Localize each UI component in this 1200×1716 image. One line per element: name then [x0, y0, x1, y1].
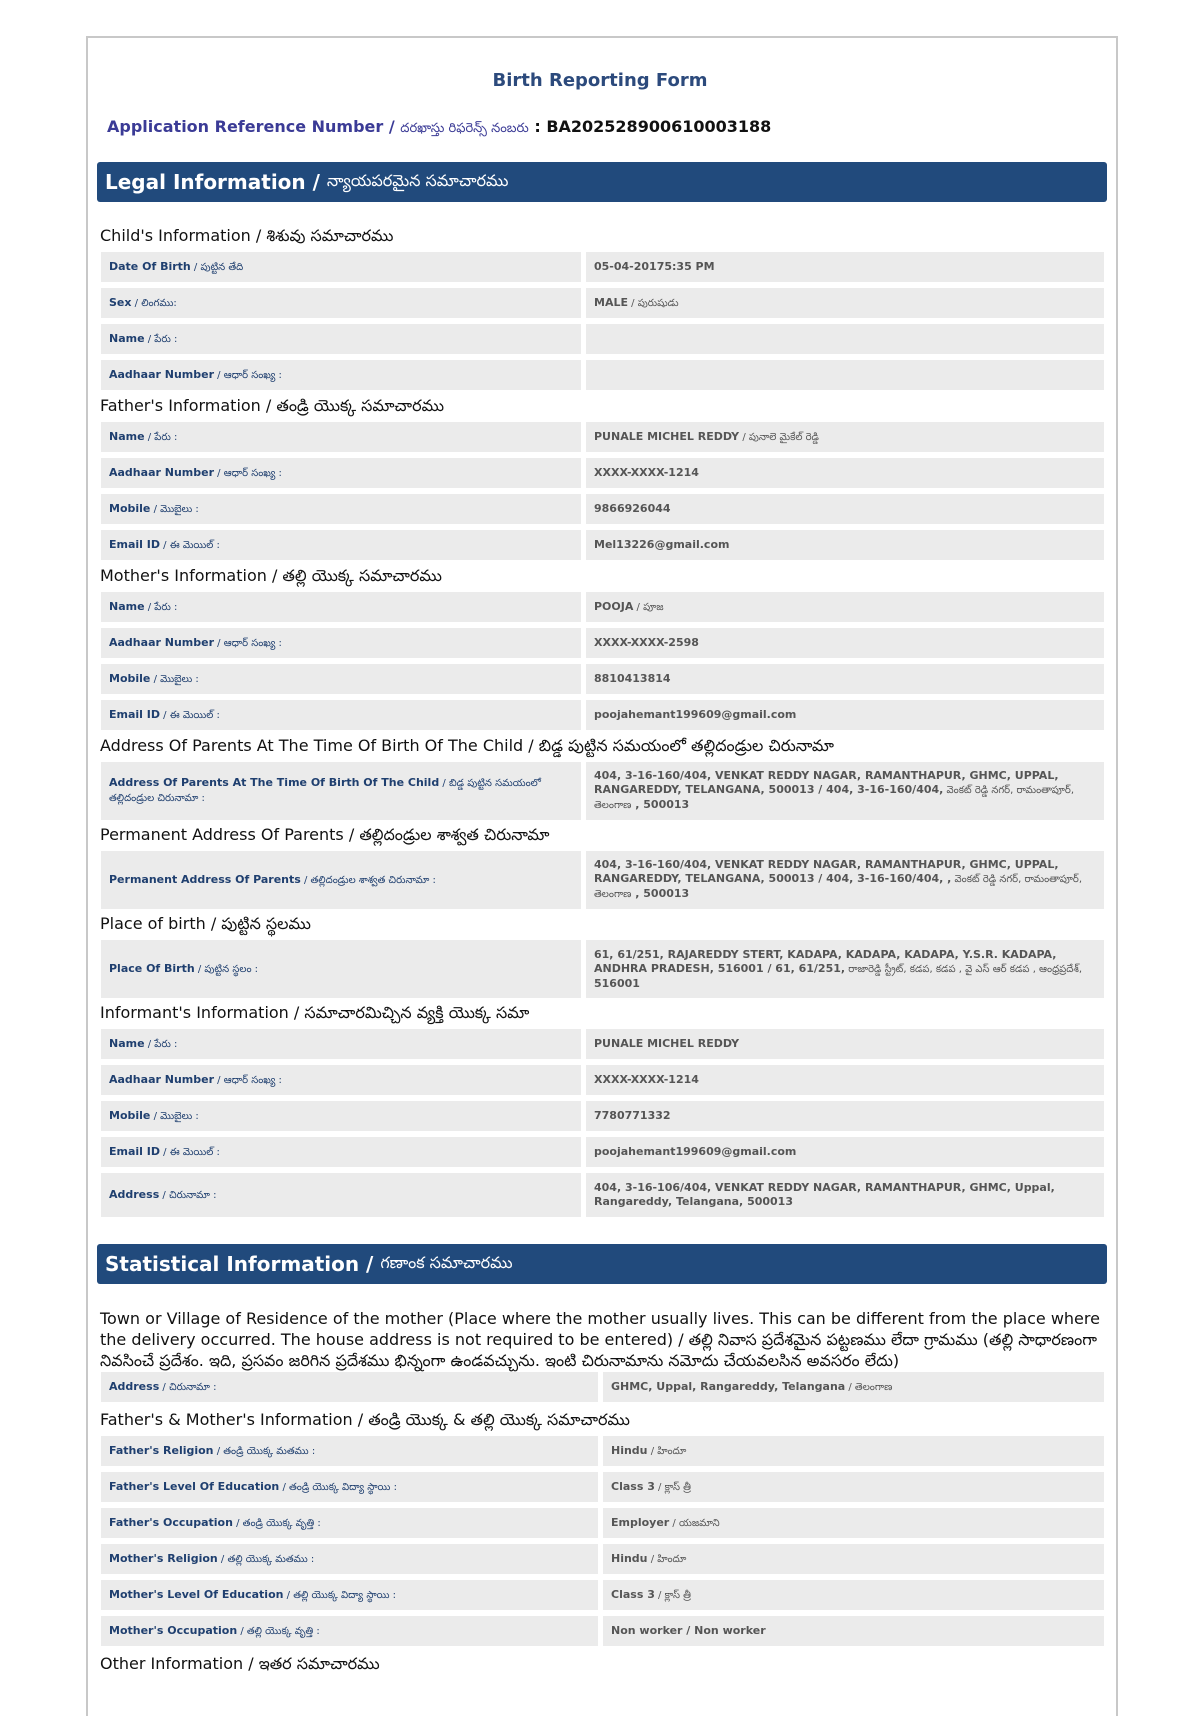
info-row-email-id	[101, 700, 1104, 730]
info-row-address	[101, 1372, 1104, 1402]
field-value: MALE / పురుషుడు	[586, 288, 1104, 318]
field-label: Email ID / ఈ మెయిల్ :	[101, 1137, 581, 1167]
statistical-title-te: గణాంక సమాచారము	[380, 1252, 513, 1272]
field-label: Aadhaar Number / ఆధార్ సంఖ్య :	[101, 360, 581, 390]
field-label: Name / పేరు :	[101, 324, 581, 354]
field-label: Father's Level Of Education / తండ్రి యొక్క విద్యా స్థాయి :	[101, 1472, 598, 1502]
field-value: Hindu / హిందూ	[603, 1436, 1104, 1466]
info-row-aadhaar-number	[101, 360, 1104, 390]
field-label: Mobile / మొబైలు :	[101, 664, 581, 694]
field-label: Aadhaar Number / ఆధార్ సంఖ్య :	[101, 458, 581, 488]
info-row-aadhaar-number	[101, 1065, 1104, 1095]
field-value: poojahemant199609@gmail.com	[586, 700, 1104, 730]
field-value: 404, 3-16-160/404, VENKAT REDDY NAGAR, RAMANTHAPUR, GHMC, UPPAL, RANGAREDDY, TELANGANA, 500013 / 404, 3-16-160/404, వెంకట్ రెడ్డి నగర్, రామంతాపూర్, తెలంగాణ , 500013	[586, 762, 1104, 820]
field-label: Address / చిరునామా :	[101, 1173, 581, 1217]
info-row-address-of-parents-at-the-time-of-birth-of-the-child	[101, 762, 1104, 820]
field-value: PUNALE MICHEL REDDY	[586, 1029, 1104, 1059]
field-label: Father's Religion / తండ్రి యొక్క మతము :	[101, 1436, 598, 1466]
info-row-mother-s-religion	[101, 1544, 1104, 1574]
field-value: 8810413814	[586, 664, 1104, 694]
field-value: XXXX-XXXX-1214	[586, 458, 1104, 488]
app-ref-label: Application Reference Number	[107, 117, 384, 136]
field-value: 7780771332	[586, 1101, 1104, 1131]
field-value: 404, 3-16-106/404, VENKAT REDDY NAGAR, RAMANTHAPUR, GHMC, Uppal, Rangareddy, Telangana, 500013	[586, 1173, 1104, 1217]
application-reference: Application Reference Number / దరఖాస్తు రిఫరెన్స్ నంబరు : BA202528900610003188	[107, 117, 772, 136]
birth-address-heading: Address Of Parents At The Time Of Birth Of The Child / బిడ్డ పుట్టిన సమయంలో తల్లిదండ్రుల చిరునామా	[100, 736, 834, 755]
permanent-address-heading: Permanent Address Of Parents / తల్లిదండ్రుల శాశ్వత చిరునామా	[100, 825, 550, 844]
info-row-date-of-birth	[101, 252, 1104, 282]
info-row-name	[101, 324, 1104, 354]
place-of-birth-heading: Place of birth / పుట్టిన స్థలము	[100, 914, 311, 933]
field-label: Date Of Birth / పుట్టిన తేది	[101, 252, 581, 282]
father-info-heading: Father's Information / తండ్రి యొక్క సమాచారము	[100, 396, 445, 415]
field-label: Aadhaar Number / ఆధార్ సంఖ్య :	[101, 1065, 581, 1095]
info-row-name	[101, 422, 1104, 452]
info-row-aadhaar-number	[101, 458, 1104, 488]
field-value: PUNALE MICHEL REDDY / పునాలె మైకేల్ రెడ్డి	[586, 422, 1104, 452]
field-value: Class 3 / క్లాస్ త్రీ	[603, 1472, 1104, 1502]
info-row-mobile	[101, 1101, 1104, 1131]
info-row-father-s-level-of-education	[101, 1472, 1104, 1502]
legal-section-header: Legal Information / న్యాయపరమైన సమాచారము	[97, 162, 1107, 202]
info-row-email-id	[101, 530, 1104, 560]
field-value: Class 3 / క్లాస్ త్రీ	[603, 1580, 1104, 1610]
info-row-permanent-address-of-parents	[101, 851, 1104, 909]
info-row-email-id	[101, 1137, 1104, 1167]
info-row-mobile	[101, 494, 1104, 524]
field-label: Mobile / మొబైలు :	[101, 494, 581, 524]
info-row-place-of-birth	[101, 940, 1104, 998]
field-value: poojahemant199609@gmail.com	[586, 1137, 1104, 1167]
field-value	[586, 360, 1104, 390]
field-value: Non worker / Non worker	[603, 1616, 1104, 1646]
app-ref-value: BA202528900610003188	[546, 117, 772, 136]
informant-info-heading: Informant's Information / సమాచారమిచ్చిన వ్యక్తి యొక్క సమా	[100, 1003, 530, 1022]
info-row-name	[101, 1029, 1104, 1059]
legal-title: Legal Information	[105, 170, 306, 194]
info-row-sex	[101, 288, 1104, 318]
field-label: Mother's Level Of Education / తల్లి యొక్క విద్యా స్థాయి :	[101, 1580, 598, 1610]
mother-info-heading: Mother's Information / తల్లి యొక్క సమాచారము	[100, 566, 442, 585]
field-label: Address Of Parents At The Time Of Birth Of The Child / బిడ్డ పుట్టిన సమయంలో తల్లిదండ్రుల చిరునామా :	[101, 762, 581, 820]
field-value: Employer / యజమాని	[603, 1508, 1104, 1538]
field-label: Mobile / మొబైలు :	[101, 1101, 581, 1131]
parents-info-heading: Father's & Mother's Information / తండ్రి యొక్క & తల్లి యొక్క సమాచారము	[100, 1410, 630, 1429]
info-row-name	[101, 592, 1104, 622]
field-label: Mother's Occupation / తల్లి యొక్క వృత్తి :	[101, 1616, 598, 1646]
field-value: 9866926044	[586, 494, 1104, 524]
field-label: Sex / లింగము:	[101, 288, 581, 318]
info-row-father-s-occupation	[101, 1508, 1104, 1538]
field-value: XXXX-XXXX-1214	[586, 1065, 1104, 1095]
field-value: 05-04-20175:35 PM	[586, 252, 1104, 282]
field-value: 404, 3-16-160/404, VENKAT REDDY NAGAR, RAMANTHAPUR, GHMC, UPPAL, RANGAREDDY, TELANGANA, 500013 / 404, 3-16-160/404, , వెంకట్ రెడ్డి నగర్, రామంతాపూర్, తెలంగాణ , 500013	[586, 851, 1104, 909]
field-label: Aadhaar Number / ఆధార్ సంఖ్య :	[101, 628, 581, 658]
field-label: Email ID / ఈ మెయిల్ :	[101, 700, 581, 730]
field-value: POOJA / పూజ	[586, 592, 1104, 622]
app-ref-label-te: దరఖాస్తు రిఫరెన్స్ నంబరు	[400, 121, 529, 136]
field-value: GHMC, Uppal, Rangareddy, Telangana / తెలంగాణ	[603, 1372, 1104, 1402]
info-row-father-s-religion	[101, 1436, 1104, 1466]
legal-title-te: న్యాయపరమైన సమాచారము	[326, 170, 509, 190]
field-label: Mother's Religion / తల్లి యొక్క మతము :	[101, 1544, 598, 1574]
other-info-heading: Other Information / ఇతర సమాచారము	[100, 1654, 380, 1673]
field-value: Hindu / హిందూ	[603, 1544, 1104, 1574]
field-label: Permanent Address Of Parents / తల్లిదండ్రుల శాశ్వత చిరునామా :	[101, 851, 581, 909]
child-info-heading: Child's Information / శిశువు సమాచారము	[100, 226, 394, 245]
statistical-title: Statistical Information	[105, 1252, 360, 1276]
info-row-mother-s-level-of-education	[101, 1580, 1104, 1610]
form-title: Birth Reporting Form	[492, 70, 708, 91]
field-label: Place Of Birth / పుట్టిన స్థలం :	[101, 940, 581, 998]
info-row-address	[101, 1173, 1104, 1217]
field-label: Father's Occupation / తండ్రి యొక్క వృత్తి :	[101, 1508, 598, 1538]
field-label: Name / పేరు :	[101, 1029, 581, 1059]
info-row-mother-s-occupation	[101, 1616, 1104, 1646]
field-value: Mel13226@gmail.com	[586, 530, 1104, 560]
field-label: Name / పేరు :	[101, 592, 581, 622]
residence-note: Town or Village of Residence of the mother (Place where the mother usually lives. This can be different from the place where the delivery occurred. The house address is not required to be entered) / తల్లి నివాస ప్రదేశమైన పట్టణము లేదా గ్రామము (తల్లి సాధారణంగా నివసించే ప్రదేశం. ఇది, ప్రసవం జరిగిన ప్రదేశము భిన్నంగా ఉండవచ్చును. ఇంటి చిరునామాను నమోదు చేయవలసిన అవసరం లేదు)	[100, 1309, 1100, 1370]
field-label: Email ID / ఈ మెయిల్ :	[101, 530, 581, 560]
field-label: Name / పేరు :	[101, 422, 581, 452]
field-value: 61, 61/251, RAJAREDDY STERT, KADAPA, KADAPA, KADAPA, Y.S.R. KADAPA, ANDHRA PRADESH, 516001 / 61, 61/251, రాజారెడ్డి స్ట్రీట్, కడప, కడప , వై ఎస్ ఆర్ కడప , ఆంధ్రప్రదేశ్, 516001	[586, 940, 1104, 998]
field-label: Address / చిరునామా :	[101, 1372, 598, 1402]
statistical-section-header: Statistical Information / గణాంక సమాచారము	[97, 1244, 1107, 1284]
field-value	[586, 324, 1104, 354]
info-row-aadhaar-number	[101, 628, 1104, 658]
info-row-mobile	[101, 664, 1104, 694]
field-value: XXXX-XXXX-2598	[586, 628, 1104, 658]
